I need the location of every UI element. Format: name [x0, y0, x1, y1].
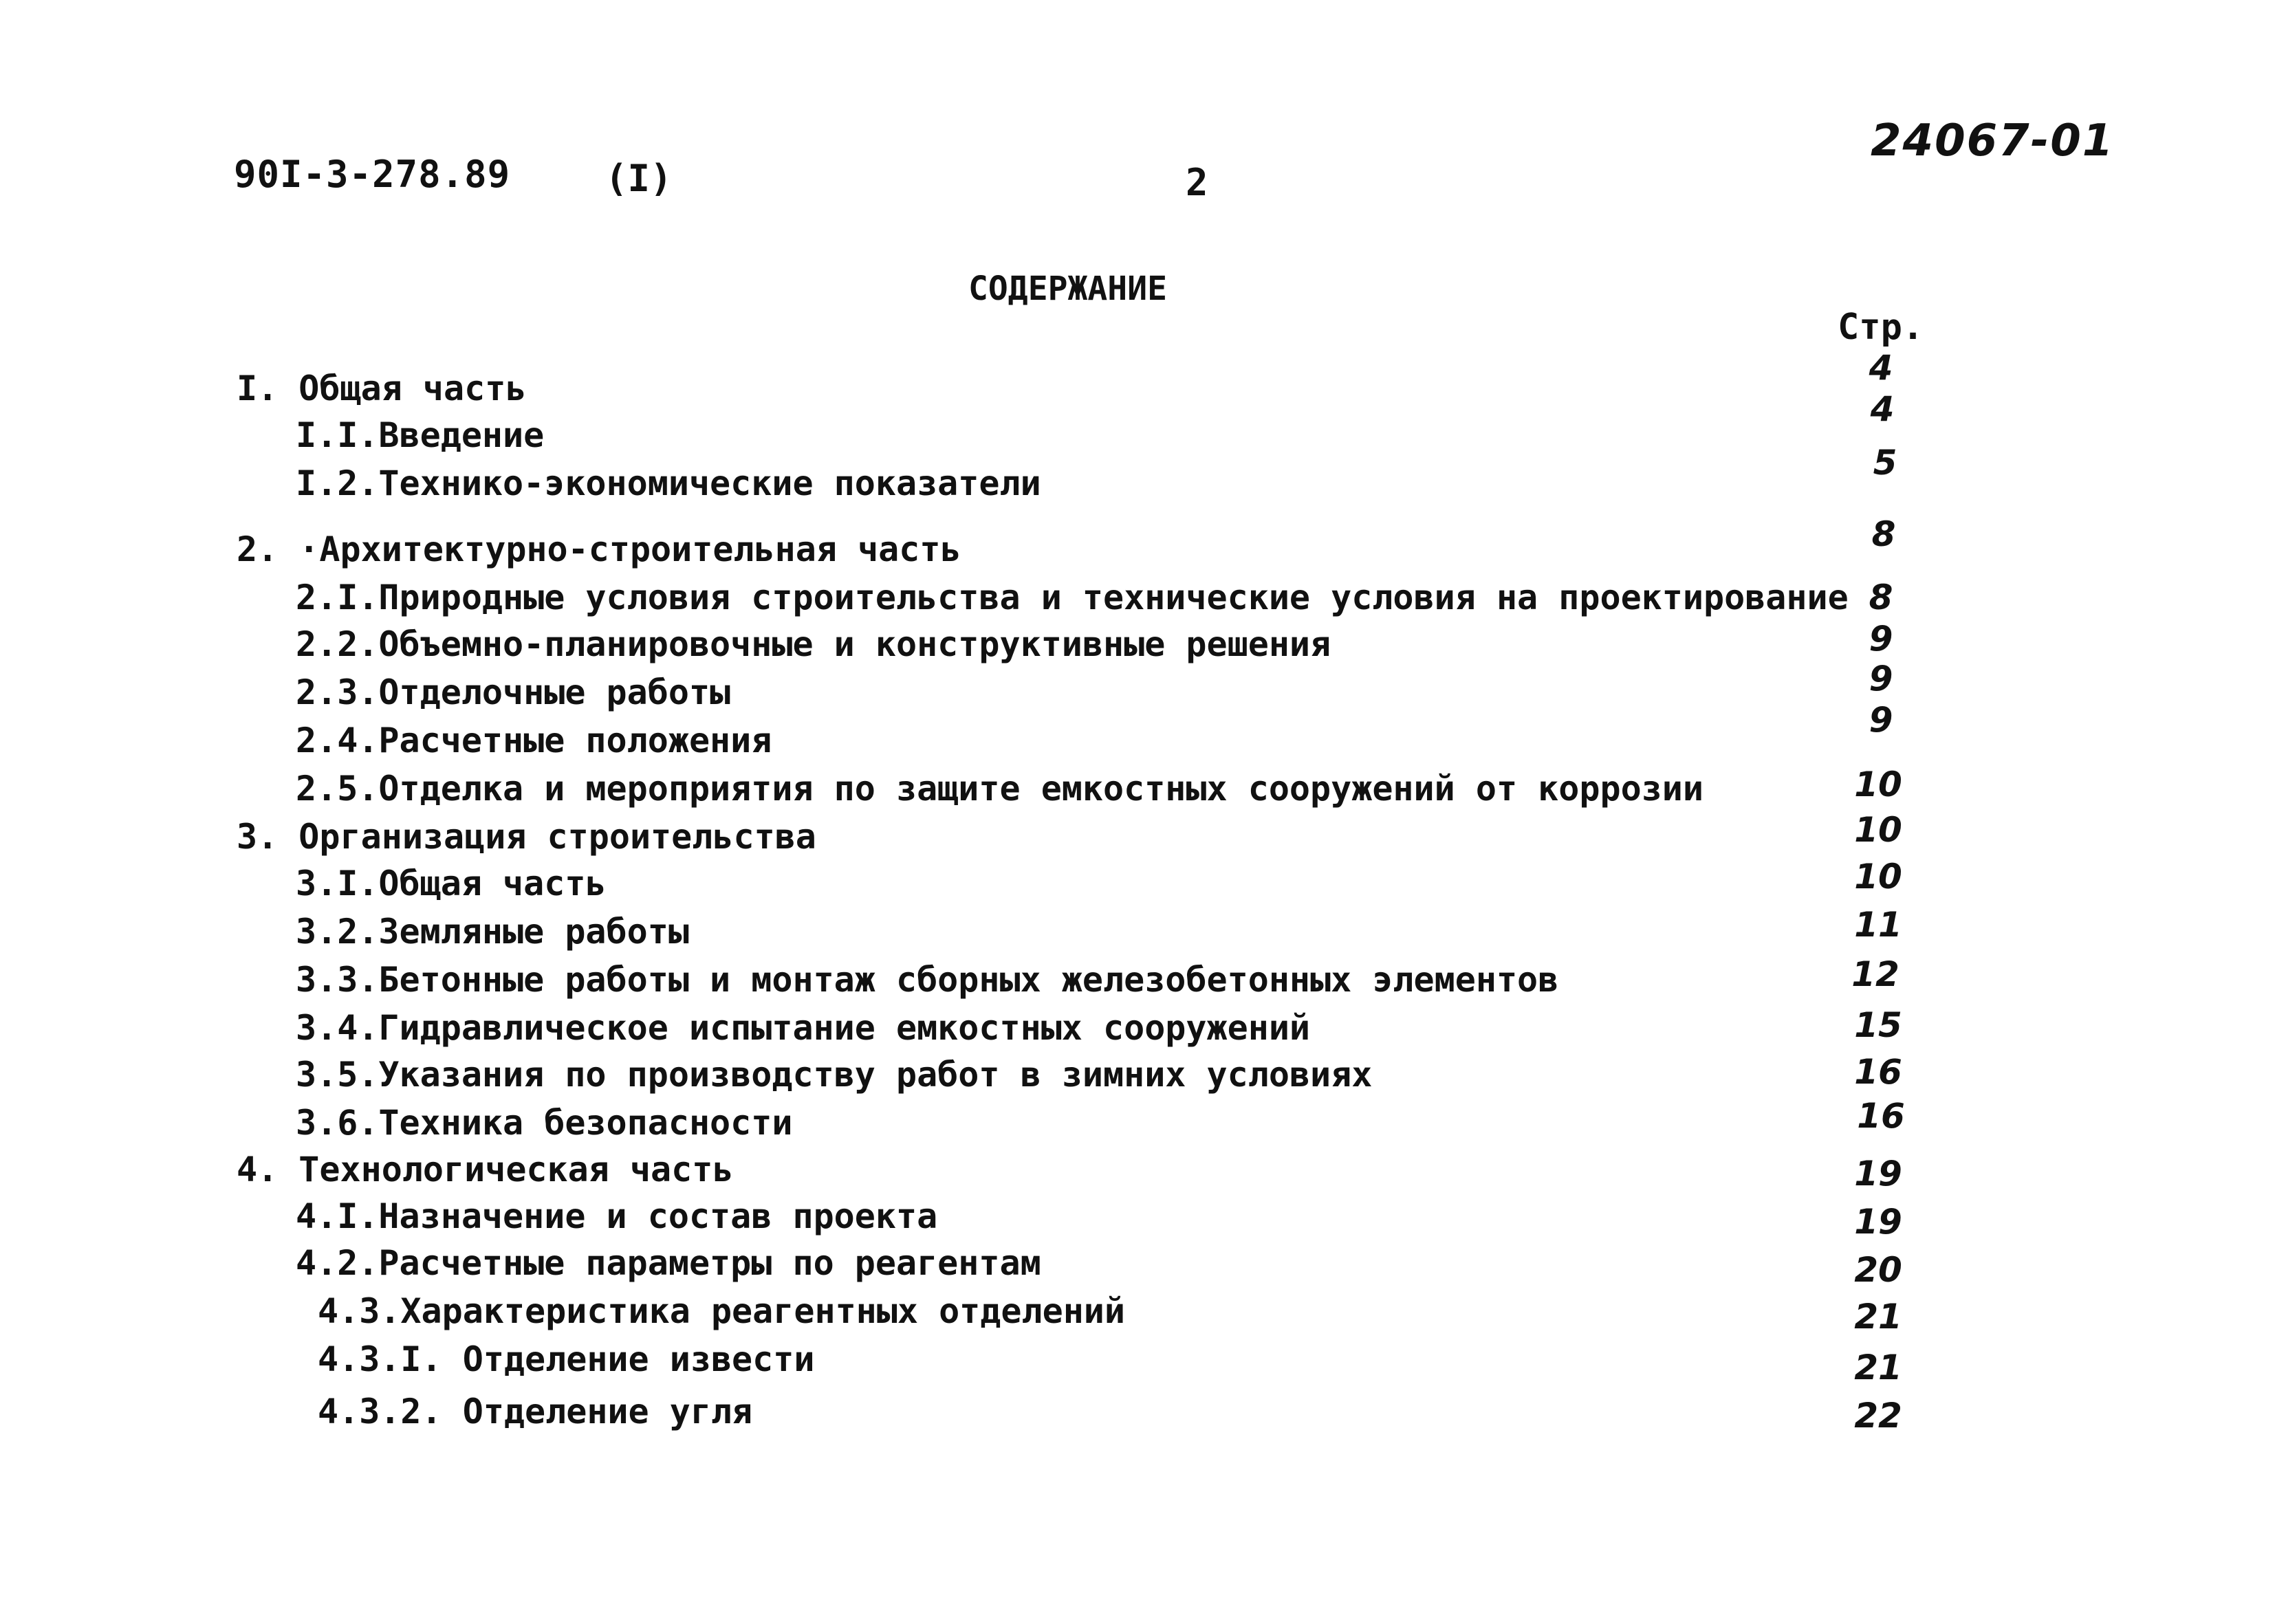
toc-page-3-3: 12: [1851, 954, 1900, 994]
handwritten-stamp: 24067-01: [1871, 116, 2115, 166]
toc-entry-2-1: 2.I.Природные условия строительства и технические условия на проектирование: [296, 578, 1849, 617]
toc-page-2-5: 10: [1854, 765, 1902, 804]
toc-entry-2-4: 2.4.Расчетные положения: [296, 721, 772, 760]
toc-entry-3-4: 3.4.Гидравлическое испытание емкостных сооружений: [296, 1008, 1311, 1048]
toc-page-2-3: 9: [1869, 659, 1893, 699]
toc-page-3-5: 16: [1854, 1052, 1902, 1092]
toc-entry-4-1: 4.I.Назначение и состав проекта: [296, 1196, 938, 1236]
toc-entry-4-3-2: 4.3.2. Отделение угля: [318, 1392, 753, 1431]
page-number: 2: [1186, 161, 1208, 204]
toc-page-4-1: 19: [1854, 1202, 1902, 1242]
toc-page-1-1: 4: [1870, 389, 1895, 429]
toc-page-1-2: 5: [1873, 443, 1897, 483]
toc-entry-3-6: 3.6.Техника безопасности: [296, 1103, 793, 1143]
toc-page-4-3-1: 21: [1854, 1348, 1902, 1387]
toc-page-2-4: 9: [1869, 700, 1893, 740]
document-code: 90I-3-278.89: [234, 153, 511, 196]
toc-entry-1-2: I.2.Технико-экономические показатели: [296, 463, 1041, 503]
toc-entry-3-1: 3.I.Общая часть: [296, 864, 607, 903]
toc-page-3-1: 10: [1854, 857, 1902, 897]
toc-page-4-2: 20: [1854, 1250, 1902, 1290]
toc-page-section-2: 8: [1871, 514, 1896, 554]
toc-entry-section-2: 2. ·Архитектурно-строительная часть: [237, 529, 961, 569]
toc-entry-3-5: 3.5.Указания по производству работ в зимних условиях: [296, 1055, 1373, 1095]
toc-page-4-3-2: 22: [1854, 1396, 1902, 1436]
toc-entry-3-2: 3.2.Земляные работы: [296, 912, 689, 952]
toc-page-section-4: 19: [1854, 1154, 1902, 1194]
toc-page-section-3: 10: [1854, 810, 1902, 850]
toc-entry-3-3: 3.3.Бетонные работы и монтаж сборных железобетонных элементов: [296, 960, 1559, 1000]
toc-entry-1-1: I.I.Введение: [296, 415, 545, 455]
toc-pages-heading: Стр.: [1838, 307, 1924, 348]
toc-page-3-4: 15: [1854, 1005, 1902, 1045]
toc-entry-4-3: 4.3.Характеристика реагентных отделений: [318, 1291, 1125, 1331]
toc-entry-section-4: 4. Технологическая часть: [237, 1150, 734, 1189]
toc-entry-4-3-1: 4.3.I. Отделение извести: [318, 1339, 815, 1379]
toc-page-2-1: 8: [1869, 578, 1893, 617]
document-part: (I): [605, 157, 673, 200]
toc-entry-2-2: 2.2.Объемно-планировочные и конструктивные решения: [296, 624, 1331, 664]
toc-page-section-1: 4: [1869, 348, 1893, 388]
toc-entry-2-5: 2.5.Отделка и мероприятия по защите емкостных сооружений от коррозии: [296, 769, 1703, 809]
toc-title: СОДЕРЖАНИЕ: [968, 270, 1167, 308]
toc-entry-2-3: 2.3.Отделочные работы: [296, 672, 731, 712]
toc-entry-section-1: I. Общая часть: [237, 369, 527, 408]
toc-entry-4-2: 4.2.Расчетные параметры по реагентам: [296, 1243, 1041, 1283]
toc-page-3-6: 16: [1857, 1096, 1905, 1136]
toc-page-3-2: 11: [1854, 905, 1902, 945]
toc-page-4-3: 21: [1854, 1297, 1902, 1337]
toc-entry-section-3: 3. Организация строительства: [237, 817, 816, 857]
toc-page-2-2: 9: [1869, 619, 1893, 659]
